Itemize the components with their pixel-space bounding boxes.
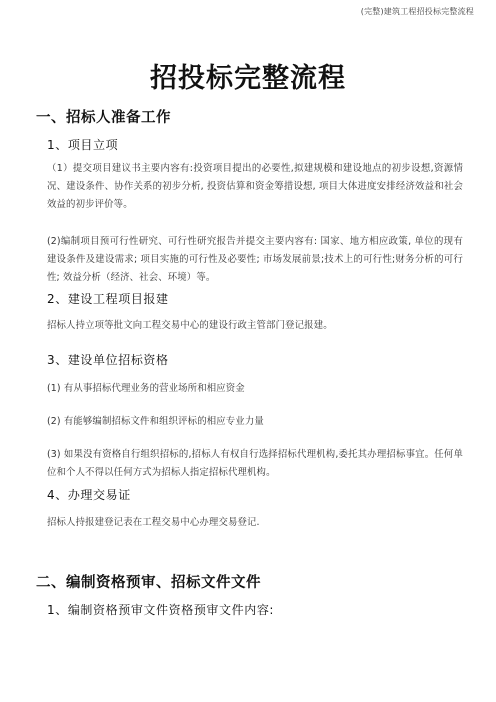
subsection-heading-project-approval: 1、项目立项 [47, 138, 119, 152]
document-title: 招投标完整流程 [150, 63, 346, 94]
paragraph-transaction-certificate: 招标人持报建登记表在工程交易中心办理交易登记. [47, 517, 260, 528]
subsection-heading-tender-qualification: 3、建设单位招标资格 [47, 353, 169, 367]
paragraph-qualification-item-3: (3) 如果没有资格自行组织招标的,招标人有权自行选择招标代理机构,委托其办理招标事宜。任何单位和个人不得以任何方式为招标人指定招标代理机构。 [47, 449, 463, 478]
running-header: (完整)建筑工程招投标完整流程 [360, 7, 474, 16]
subsection-heading-transaction-certificate: 4、办理交易证 [47, 488, 131, 502]
section-heading-2: 二、编制资格预审、招标文件文件 [36, 575, 261, 591]
paragraph-feasibility-study: (2)编制项目预可行性研究、可行性研究报告并提交主要内容有: 国家、地方相应政策, 单位的现有建设条件及建设需求; 项目实施的可行性及必要性; 市场发展前景;技术上的可行性;财务分析的可行性; 效益分析（经济、社会、环境）等。 [47, 236, 463, 283]
paragraph-project-proposal: （1）提交项目建议书主要内容有:投资项目提出的必要性,拟建规模和建设地点的初步设想,资源情况、建设条件、协作关系的初步分析, 投资估算和资金筹措设想, 项目大体进度安排经济效益和社会效益的初步评价等。 [47, 163, 463, 210]
subsection-heading-prequalification-docs: 1、编制资格预审文件资格预审文件内容: [47, 603, 275, 617]
paragraph-registration: 招标人持立项等批文向工程交易中心的建设行政主管部门登记报建。 [47, 320, 333, 331]
paragraph-qualification-item-2: (2) 有能够编制招标文件和组织评标的相应专业力量 [47, 416, 264, 427]
section-heading-1: 一、招标人准备工作 [36, 110, 171, 126]
paragraph-qualification-item-1: (1) 有从事招标代理业务的营业场所和相应资金 [47, 383, 245, 394]
subsection-heading-project-registration: 2、建设工程项目报建 [47, 292, 169, 306]
